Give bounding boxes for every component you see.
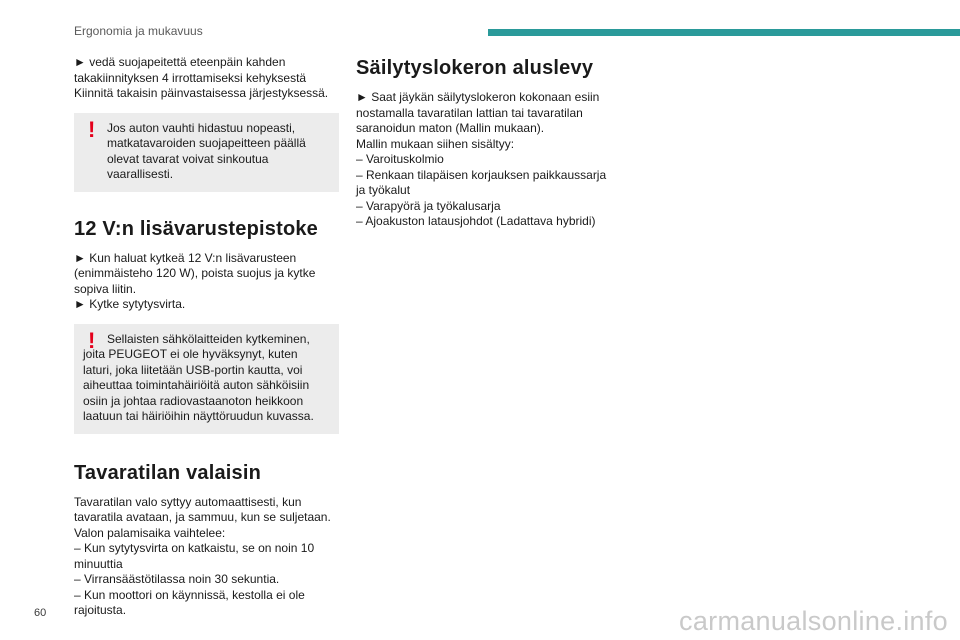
left-column <box>74 55 339 619</box>
warning-box-2 <box>74 324 339 434</box>
section-title-storage-floor: Säilytyslokeron aluslevy <box>356 57 594 79</box>
watermark: carmanualsonline.info <box>679 606 948 636</box>
section-title-trunk-light: Tavaratilan valaisin <box>74 461 262 484</box>
warning-1-rest: matkatavaroiden suojapeitteen päällä olevat tavarat voivat sinkoutua vaarallisesti. <box>107 136 306 181</box>
warning-2-rest: joita PEUGEOT ei ole hyväksynyt, kuten laturi, joka liitetään USB-portin kautta, voi aiheuttaa toimintahäiriöitä auton sähköisiin osiin ja johtaa radiovastaanoton heikkoon laatuun tai häiriöihin näyttöruudun kuvassa. <box>83 347 314 423</box>
page-number: 60 <box>34 607 47 619</box>
section-title-12v: 12 V:n lisävarustepistoke <box>74 217 319 240</box>
exclamation-warning-icon: ! <box>88 327 96 353</box>
exclamation-warning-icon: ! <box>88 116 96 142</box>
section-trunk-light-body: Tavaratilan valo syttyy automaattisesti, kun tavaratila avataan, ja sammuu, kun se suljetaan. Valon palamisaika vaihtelee: – Kun sytytysvirta on katkaistu, se on noin 10 minuuttia – Virransäästötilassa noin 30 sekuntia. – Kun moottori on käynnissä, kestolla ei ole rajoitusta. <box>74 494 331 617</box>
warning-2-line-1: Sellaisten sähkölaitteiden kytkeminen, <box>107 331 310 346</box>
intro-paragraph: ► vedä suojapeitettä eteenpäin kahden takakiinnityksen 4 irrottamiseksi kehyksestä Kiinnitä takaisin päinvastaisessa järjestyksessä. <box>74 55 329 100</box>
section-12v-body: ► Kun haluat kytkeä 12 V:n lisävarusteen (enimmäisteho 120 W), poista suojus ja kytke sopiva liitin. ► Kytke sytytysvirta. <box>74 250 316 311</box>
warning-1-line-1: Jos auton vauhti hidastuu nopeasti, <box>107 120 296 135</box>
header-title: Ergonomia ja mukavuus <box>74 24 203 38</box>
warning-box-1 <box>74 113 339 192</box>
right-column <box>356 57 626 230</box>
section-storage-floor-body: ► Saat jäykän säilytyslokeron kokonaan esiin nostamalla tavaratilan lattian tai tavaratilan saranoidun maton (Mallin mukaan). Mallin mukaan siihen sisältyy: – Varoituskolmio – Renkaan tilapäisen korjauksen paikkaussarja ja työkalut – Varapyörä ja työkalusarja – Ajoakuston latausjohdot (Ladattava hybridi) <box>356 90 607 228</box>
header-accent-bar <box>488 29 960 36</box>
